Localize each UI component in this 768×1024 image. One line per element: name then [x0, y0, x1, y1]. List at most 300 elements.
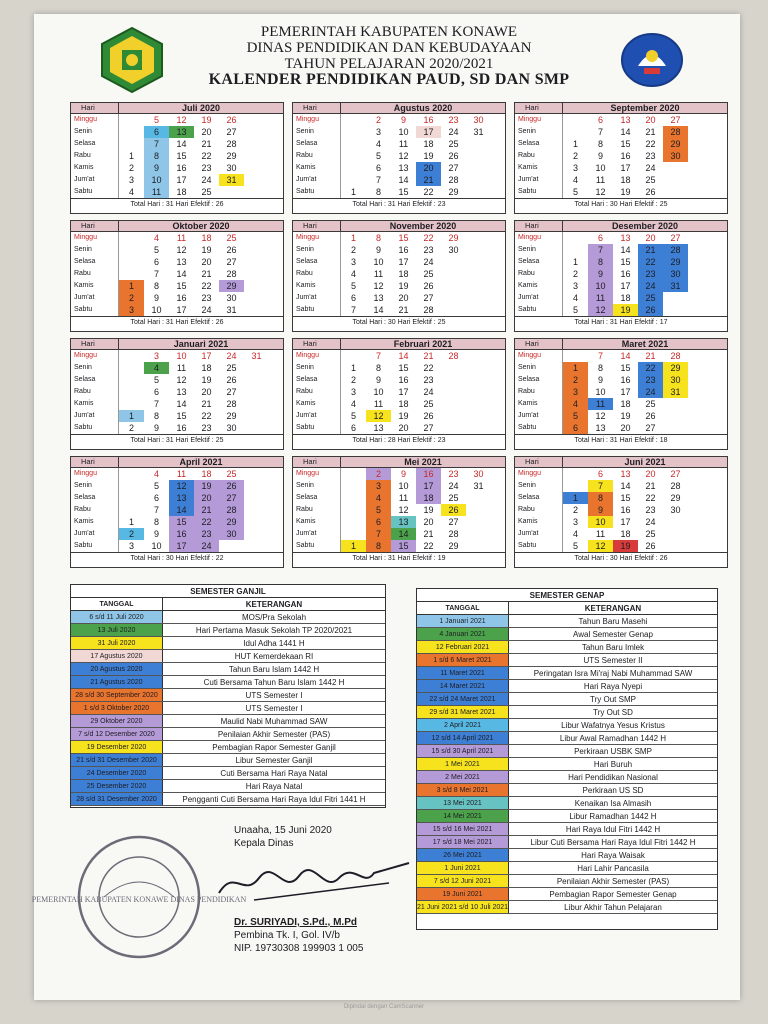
- week-day-row: [71, 362, 283, 374]
- date-cell: 1: [350, 187, 356, 197]
- legend-description: Cuti Bersama Hari Raya Natal: [220, 769, 328, 778]
- legend-date: 28 s/d 31 Desember 2020: [71, 793, 163, 805]
- day-label: Sabtu: [293, 186, 341, 198]
- week-day-row: [71, 150, 283, 162]
- legend-date: 26 Mei 2021: [417, 849, 509, 861]
- date-cell: [688, 398, 713, 410]
- date-cell: 19: [398, 281, 409, 291]
- day-label: Senin: [293, 362, 341, 374]
- legend-date: 24 Desember 2020: [71, 767, 163, 779]
- date-cell: [244, 386, 269, 398]
- date-cell: 23: [194, 528, 219, 540]
- week-day-row: [71, 232, 283, 244]
- date-cell: 6: [153, 257, 159, 267]
- legend-date: 7 s/d 12 Desember 2020: [71, 728, 163, 740]
- week-day-row: [293, 150, 505, 162]
- date-cell: [441, 268, 466, 280]
- month-summary: Total Hari : 30 Hari Efektif : 26: [515, 552, 727, 564]
- day-label: Kamis: [71, 398, 119, 410]
- week-day-row: [71, 162, 283, 174]
- week-day-row: [293, 256, 505, 268]
- legend-date: 12 s/d 14 April 2021: [417, 732, 509, 744]
- date-cell: 3: [128, 175, 134, 185]
- date-cell: [119, 504, 144, 516]
- date-cell: 6: [597, 115, 603, 125]
- week-day-row: [515, 540, 727, 552]
- day-label: Sabtu: [515, 422, 563, 434]
- date-cell: 31: [251, 351, 262, 361]
- week-day-row: [293, 398, 505, 410]
- date-cell: 13: [169, 492, 194, 504]
- date-cell: 27: [448, 517, 459, 527]
- date-cell: [663, 398, 688, 410]
- legend-description: Libur Semester Ganjil: [235, 756, 313, 765]
- week-day-row: [293, 138, 505, 150]
- date-cell: 4: [128, 187, 134, 197]
- date-cell: 15: [620, 257, 631, 267]
- date-cell: 14: [169, 504, 194, 516]
- month-summary: Total Hari : 31 Hari Efektif : 26: [71, 198, 283, 210]
- month-header: [71, 103, 283, 114]
- day-label: Selasa: [293, 256, 341, 268]
- semester-genap-legend: [416, 588, 718, 930]
- signature-header: [234, 824, 332, 850]
- date-cell: [441, 304, 466, 316]
- date-cell: 20: [645, 233, 656, 243]
- week-day-row: [71, 410, 283, 422]
- date-cell: 25: [448, 493, 459, 503]
- day-label: Minggu: [293, 232, 341, 244]
- day-label: Sabtu: [515, 540, 563, 552]
- day-label: Kamis: [293, 398, 341, 410]
- date-cell: [244, 528, 269, 540]
- date-cell: 5: [572, 305, 578, 315]
- day-label: Selasa: [293, 374, 341, 386]
- date-cell: 13: [398, 163, 409, 173]
- date-cell: 23: [448, 469, 459, 479]
- date-cell: 17: [169, 540, 194, 552]
- handwritten-signature-icon: [214, 858, 414, 908]
- month-block: [514, 338, 728, 450]
- column-header-date: TANGGAL: [71, 598, 163, 610]
- date-cell: [466, 528, 491, 540]
- date-cell: 17: [398, 257, 409, 267]
- semester-genap-title: SEMESTER GENAP: [417, 589, 717, 602]
- date-cell: 27: [226, 257, 237, 267]
- day-label: Jum'at: [515, 292, 563, 304]
- legend-description: Penilaian Akhir Semester (PAS): [556, 877, 670, 886]
- date-cell: [244, 138, 269, 150]
- date-cell: 1: [119, 280, 144, 292]
- date-cell: 20: [201, 387, 212, 397]
- date-cell: 24: [201, 305, 212, 315]
- legend-row: [417, 849, 717, 862]
- date-cell: 15: [398, 233, 409, 243]
- date-cell: 13: [620, 233, 631, 243]
- date-cell: 1: [563, 492, 588, 504]
- legend-row: [417, 706, 717, 719]
- date-cell: [688, 528, 713, 540]
- day-label: Senin: [71, 362, 119, 374]
- date-cell: [466, 422, 491, 434]
- date-cell: [119, 468, 144, 480]
- date-cell: 10: [373, 257, 384, 267]
- week-day-row: [515, 480, 727, 492]
- date-cell: 9: [375, 245, 381, 255]
- day-label: Jum'at: [293, 292, 341, 304]
- date-cell: 23: [645, 151, 656, 161]
- date-cell: [341, 162, 366, 174]
- legend-row: [71, 767, 385, 780]
- week-day-row: [71, 386, 283, 398]
- semester-genap-rows: [417, 615, 717, 914]
- date-cell: [466, 256, 491, 268]
- day-column-header: Hari: [71, 103, 119, 113]
- signature-footer: [234, 916, 363, 955]
- month-header: [71, 457, 283, 468]
- date-cell: [466, 186, 491, 198]
- day-label: Rabu: [293, 268, 341, 280]
- date-cell: 5: [366, 504, 391, 516]
- legend-description: Hari Buruh: [593, 760, 633, 769]
- date-cell: 21: [645, 127, 656, 137]
- date-cell: 17: [398, 387, 409, 397]
- date-cell: [244, 162, 269, 174]
- legend-date: 25 Desember 2020: [71, 780, 163, 792]
- date-cell: 26: [645, 541, 656, 551]
- date-cell: 6: [366, 516, 391, 528]
- week-day-row: [293, 126, 505, 138]
- legend-row: [417, 771, 717, 784]
- legend-date: 1 s/d 3 Oktober 2020: [71, 702, 163, 714]
- legend-description: Libur Awal Ramadhan 1442 H: [559, 734, 667, 743]
- day-label: Senin: [293, 244, 341, 256]
- date-cell: [244, 304, 269, 316]
- date-cell: 26: [448, 151, 459, 161]
- date-cell: 26: [219, 480, 244, 492]
- date-cell: 27: [219, 492, 244, 504]
- date-cell: 15: [398, 187, 409, 197]
- date-cell: 9: [153, 423, 159, 433]
- date-cell: 25: [226, 469, 237, 479]
- week-day-row: [71, 468, 283, 480]
- date-cell: 2: [350, 375, 356, 385]
- date-cell: 28: [670, 481, 681, 491]
- month-block: [292, 456, 506, 568]
- week-day-row: [71, 186, 283, 198]
- semester-genap-header: [417, 602, 717, 615]
- date-cell: [119, 492, 144, 504]
- date-cell: 11: [176, 233, 187, 243]
- date-cell: 20: [416, 162, 441, 174]
- date-cell: [119, 114, 144, 126]
- date-cell: 28: [448, 529, 459, 539]
- day-column-header: Hari: [293, 221, 341, 231]
- month-summary: Total Hari : 31 Hari Efektif : 23: [293, 198, 505, 210]
- date-cell: 3: [375, 127, 381, 137]
- date-cell: 14: [391, 528, 416, 540]
- date-cell: 8: [153, 517, 159, 527]
- date-cell: 4: [153, 233, 159, 243]
- date-cell: [688, 504, 713, 516]
- date-cell: 30: [663, 268, 688, 280]
- date-cell: [688, 268, 713, 280]
- date-cell: [466, 386, 491, 398]
- date-cell: [219, 540, 244, 552]
- date-cell: 15: [398, 363, 409, 373]
- date-cell: 26: [423, 281, 434, 291]
- day-label: Rabu: [515, 386, 563, 398]
- day-label: Kamis: [515, 516, 563, 528]
- date-cell: 26: [638, 304, 663, 316]
- date-cell: 18: [201, 363, 212, 373]
- date-cell: 4: [144, 362, 169, 374]
- date-cell: 28: [423, 305, 434, 315]
- date-cell: 17: [176, 305, 187, 315]
- date-cell: 22: [201, 151, 212, 161]
- legend-date: 13 Juli 2020: [71, 624, 163, 636]
- semester-ganjil-legend: [70, 584, 386, 808]
- date-cell: 4: [153, 469, 159, 479]
- date-cell: 1: [128, 517, 134, 527]
- date-cell: [688, 410, 713, 422]
- date-cell: [466, 398, 491, 410]
- week-day-row: [71, 398, 283, 410]
- date-cell: 25: [645, 529, 656, 539]
- date-cell: [663, 528, 688, 540]
- day-label: Rabu: [71, 504, 119, 516]
- date-cell: [244, 114, 269, 126]
- date-cell: 20: [201, 257, 212, 267]
- legend-row: [417, 784, 717, 797]
- date-cell: 10: [398, 127, 409, 137]
- date-cell: 22: [423, 233, 434, 243]
- date-cell: 10: [588, 280, 613, 292]
- date-cell: 7: [153, 269, 159, 279]
- week-day-row: [515, 528, 727, 540]
- day-label: Sabtu: [293, 422, 341, 434]
- month-summary: Total Hari : 31 Hari Efektif : 17: [515, 316, 727, 328]
- day-column-header: Hari: [293, 339, 341, 349]
- date-cell: 5: [153, 115, 159, 125]
- day-column-header: Hari: [515, 103, 563, 113]
- date-cell: [341, 468, 366, 480]
- week-day-row: [293, 268, 505, 280]
- day-label: Jum'at: [293, 528, 341, 540]
- date-cell: 9: [400, 115, 406, 125]
- month-name: Juni 2021: [563, 457, 727, 467]
- date-cell: 22: [645, 493, 656, 503]
- date-cell: 3: [153, 351, 159, 361]
- date-cell: [119, 232, 144, 244]
- month-header: [293, 103, 505, 114]
- date-cell: 1: [572, 139, 578, 149]
- date-cell: [441, 386, 466, 398]
- month-name: Februari 2021: [341, 339, 505, 349]
- date-cell: 8: [375, 233, 381, 243]
- date-cell: 21: [201, 269, 212, 279]
- date-cell: [466, 280, 491, 292]
- date-cell: 18: [620, 175, 631, 185]
- date-cell: 11: [588, 398, 613, 410]
- week-day-row: [71, 504, 283, 516]
- date-cell: 27: [226, 127, 237, 137]
- header-line-government: PEMERINTAH KABUPATEN KONAWE: [260, 24, 518, 40]
- date-cell: [688, 422, 713, 434]
- date-cell: [688, 244, 713, 256]
- date-cell: [244, 362, 269, 374]
- date-cell: 4: [350, 269, 356, 279]
- konawe-regency-logo-icon: [98, 26, 166, 94]
- day-label: Selasa: [71, 256, 119, 268]
- date-cell: 16: [169, 528, 194, 540]
- date-cell: [563, 244, 588, 256]
- legend-description: Penilaian Akhir Semester (PAS): [217, 730, 331, 739]
- date-cell: [244, 186, 269, 198]
- week-day-row: [293, 374, 505, 386]
- date-cell: [441, 422, 466, 434]
- week-day-row: [515, 350, 727, 362]
- month-header: [71, 221, 283, 232]
- date-cell: 11: [588, 292, 613, 304]
- date-cell: [466, 374, 491, 386]
- date-cell: 25: [645, 175, 656, 185]
- date-cell: 22: [194, 516, 219, 528]
- date-cell: 11: [373, 269, 384, 279]
- date-cell: 17: [416, 480, 441, 492]
- date-cell: 30: [226, 163, 237, 173]
- date-cell: 5: [563, 410, 588, 422]
- date-cell: 24: [423, 257, 434, 267]
- date-cell: 26: [226, 375, 237, 385]
- date-cell: 13: [620, 469, 631, 479]
- date-cell: 18: [201, 233, 212, 243]
- date-cell: [341, 350, 366, 362]
- date-cell: [244, 468, 269, 480]
- legend-row: [417, 875, 717, 888]
- date-cell: 10: [588, 516, 613, 528]
- date-cell: 5: [572, 541, 578, 551]
- date-cell: 12: [595, 187, 606, 197]
- date-cell: 20: [645, 469, 656, 479]
- date-cell: 10: [144, 174, 169, 186]
- date-cell: 13: [176, 387, 187, 397]
- date-cell: 16: [176, 423, 187, 433]
- date-cell: 15: [620, 493, 631, 503]
- legend-row: [417, 654, 717, 667]
- date-cell: 26: [645, 187, 656, 197]
- day-label: Sabtu: [293, 304, 341, 316]
- date-cell: [341, 126, 366, 138]
- date-cell: 12: [169, 480, 194, 492]
- header: [34, 14, 740, 106]
- date-cell: 3: [128, 541, 134, 551]
- day-label: Senin: [515, 126, 563, 138]
- week-day-row: [515, 292, 727, 304]
- legend-description: Hari Raya Idul Fitri 1442 H: [565, 825, 661, 834]
- legend-date: 1 Januari 2021: [417, 615, 509, 627]
- date-cell: 29: [448, 187, 459, 197]
- date-cell: 26: [423, 411, 434, 421]
- date-cell: [119, 138, 144, 150]
- date-cell: 17: [620, 163, 631, 173]
- date-cell: [466, 174, 491, 186]
- legend-row: [71, 650, 385, 663]
- date-cell: 15: [620, 363, 631, 373]
- date-cell: 23: [201, 163, 212, 173]
- week-day-row: [71, 174, 283, 186]
- date-cell: [244, 150, 269, 162]
- day-label: Jum'at: [515, 174, 563, 186]
- date-cell: 5: [572, 187, 578, 197]
- week-day-row: [293, 386, 505, 398]
- date-cell: [341, 528, 366, 540]
- date-cell: 12: [373, 281, 384, 291]
- date-cell: 2: [119, 292, 144, 304]
- date-cell: 23: [638, 374, 663, 386]
- date-cell: 14: [398, 175, 409, 185]
- legend-date: 2 Mei 2021: [417, 771, 509, 783]
- date-cell: 2: [350, 245, 356, 255]
- month-header: [71, 339, 283, 350]
- date-cell: 5: [153, 481, 159, 491]
- date-cell: [466, 268, 491, 280]
- date-cell: 30: [448, 245, 459, 255]
- date-cell: 4: [366, 492, 391, 504]
- day-column-header: Hari: [293, 103, 341, 113]
- header-line-department: DINAS PENDIDIKAN DAN KEBUDAYAAN: [246, 40, 532, 56]
- date-cell: 6: [153, 493, 159, 503]
- date-cell: 13: [391, 516, 416, 528]
- day-label: Minggu: [515, 468, 563, 480]
- date-cell: 3: [572, 163, 578, 173]
- legend-row: [417, 719, 717, 732]
- legend-row: [417, 758, 717, 771]
- date-cell: 10: [151, 541, 162, 551]
- date-cell: 31: [663, 386, 688, 398]
- date-cell: 21: [645, 481, 656, 491]
- day-label: Rabu: [71, 150, 119, 162]
- week-day-row: [293, 304, 505, 316]
- date-cell: [663, 292, 688, 304]
- day-label: Senin: [293, 480, 341, 492]
- month-block: [292, 102, 506, 214]
- date-cell: 16: [176, 293, 187, 303]
- date-cell: 31: [473, 481, 484, 491]
- month-block: [70, 220, 284, 332]
- date-cell: 6: [153, 387, 159, 397]
- week-day-row: [71, 350, 283, 362]
- month-block: [70, 338, 284, 450]
- date-cell: [341, 174, 366, 186]
- legend-row: [71, 780, 385, 793]
- day-column-header: Hari: [71, 457, 119, 467]
- week-day-row: [71, 304, 283, 316]
- week-day-row: [515, 138, 727, 150]
- date-cell: 21: [398, 305, 409, 315]
- day-column-header: Hari: [515, 339, 563, 349]
- month-name: Januari 2021: [119, 339, 283, 349]
- date-cell: 19: [201, 375, 212, 385]
- legend-description: HUT Kemerdekaan RI: [234, 652, 314, 661]
- date-cell: [441, 362, 466, 374]
- date-cell: 11: [398, 139, 409, 149]
- date-cell: [244, 480, 269, 492]
- legend-description: Pembagian Rapor Semester Ganjil: [212, 743, 336, 752]
- date-cell: 9: [588, 504, 613, 516]
- day-label: Sabtu: [71, 540, 119, 552]
- day-label: Rabu: [515, 150, 563, 162]
